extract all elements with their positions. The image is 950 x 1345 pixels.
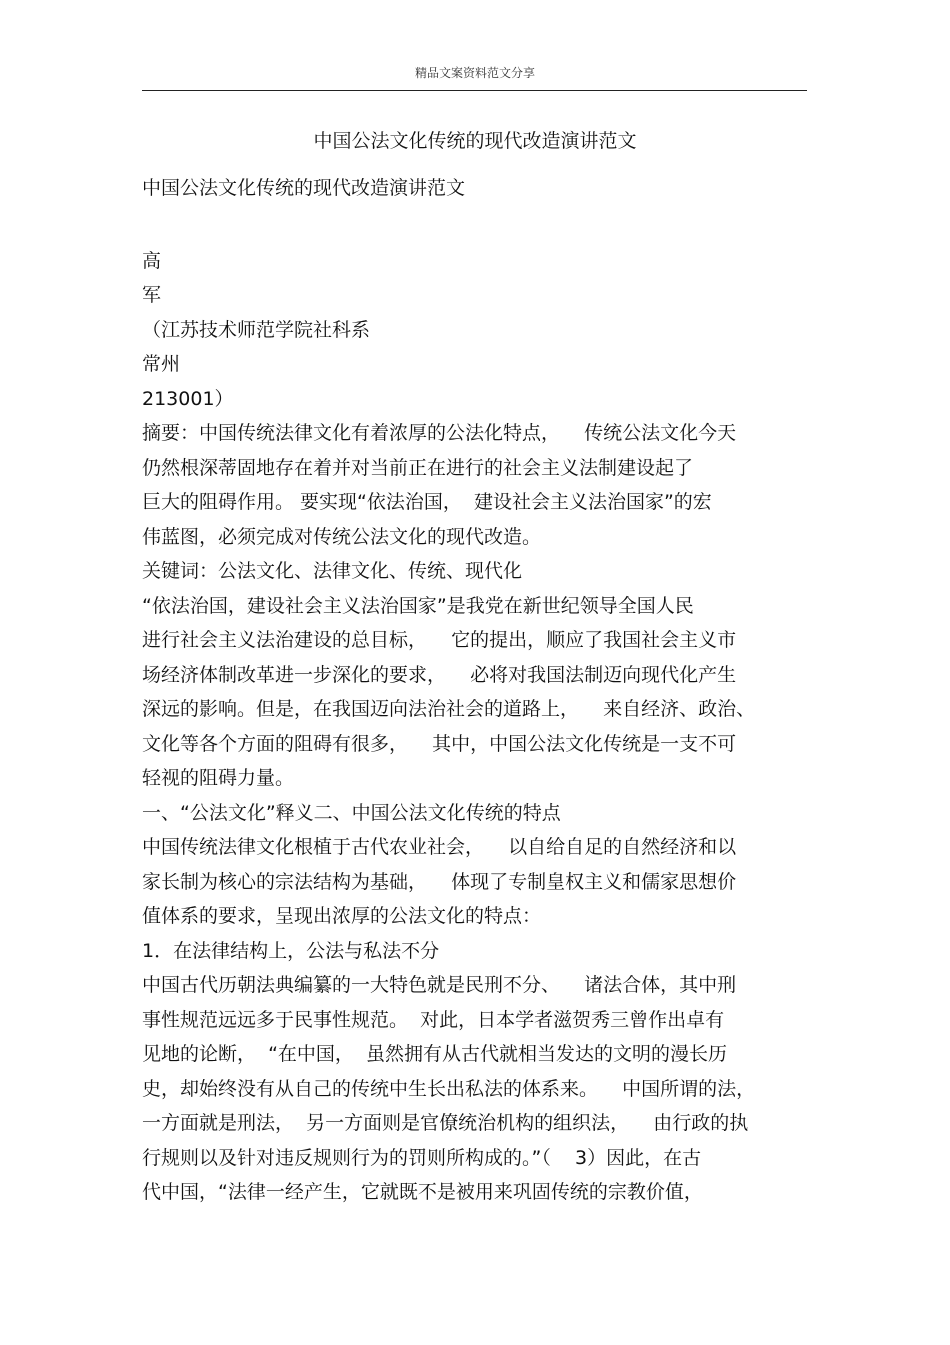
point-1-line: 行规则以及针对违反规则行为的罚则所构成的。”（ 3）因此，在古: [142, 1146, 702, 1169]
intro-line: 进行社会主义法治建设的总目标， 它的提出，顺应了我国社会主义市: [142, 629, 737, 651]
abstract-line: 巨大的阻碍作用。 要实现“依法治国， 建设社会主义法治国家”的宏: [142, 491, 712, 513]
point-1-line: 一方面就是刑法， 另一方面则是官僚统治机构的组织法， 由行政的执: [142, 1112, 749, 1134]
section-heading: 一、“公法文化”释义二、中国公法文化传统的特点: [142, 801, 561, 824]
abstract-line: 仍然根深蒂固地存在着并对当前正在进行的社会主义法制建设起了: [142, 456, 694, 479]
point-1-line: 事性规范远远多于民事性规范。 对此，日本学者滋贺秀三曾作出卓有: [142, 1008, 725, 1031]
blank-space: [142, 206, 807, 244]
author-postcode: 213001）: [142, 387, 234, 410]
intro-line: 轻视的阻碍力量。: [142, 767, 295, 789]
abstract-line: 伟蓝图，必须完成对传统公法文化的现代改造。: [142, 525, 542, 548]
point-1-line: 代中国，“法律一经产生，它就既不是被用来巩固传统的宗教价值，: [142, 1181, 703, 1203]
intro-line: 文化等各个方面的阻碍有很多， 其中，中国公法文化传统是一支不可: [142, 732, 737, 755]
author-name-part-2: 军: [142, 284, 162, 306]
abstract-line: 摘要：中国传统法律文化有着浓厚的公法化特点， 传统公法文化今天: [142, 422, 737, 444]
subtitle: 中国公法文化传统的现代改造演讲范文: [142, 177, 466, 199]
header-divider: [142, 90, 807, 91]
author-city: 常州: [142, 353, 181, 375]
intro-line: 深远的影响。但是，在我国迈向法治社会的道路上， 来自经济、政治、: [142, 698, 756, 720]
intro-line: 场经济体制改革进一步深化的要求， 必将对我国法制迈向现代化产生: [142, 663, 737, 686]
point-1-line: 见地的论断， “在中国， 虽然拥有从古代就相当发达的文明的漫长历: [142, 1043, 728, 1065]
author-affiliation: （江苏技术师范学院社科系: [142, 318, 371, 341]
author-name-part-1: 高: [142, 249, 162, 272]
intro-line: “依法治国，建设社会主义法治国家”是我党在新世纪领导全国人民: [142, 594, 694, 617]
section-line: 值体系的要求，呈现出浓厚的公法文化的特点：: [142, 905, 542, 927]
section-line: 家长制为核心的宗法结构为基础， 体现了专制皇权主义和儒家思想价: [142, 870, 737, 893]
document-body: [142, 171, 807, 1210]
page-header: 精品文案资料范文分享: [414, 66, 535, 80]
section-line: 中国传统法律文化根植于古代农业社会， 以自给自足的自然经济和以: [142, 836, 737, 858]
point-1-line: 史，却始终没有从自己的传统中生长出私法的体系来。 中国所谓的法，: [142, 1077, 756, 1100]
point-1-line: 中国古代历朝法典编纂的一大特色就是民刑不分、 诸法合体，其中刑: [142, 974, 737, 996]
document-title: 中国公法文化传统的现代改造演讲范文: [313, 130, 637, 152]
point-1-heading: 1．在法律结构上，公法与私法不分: [142, 939, 440, 962]
keywords: 关键词：公法文化、法律文化、传统、现代化: [142, 560, 523, 582]
